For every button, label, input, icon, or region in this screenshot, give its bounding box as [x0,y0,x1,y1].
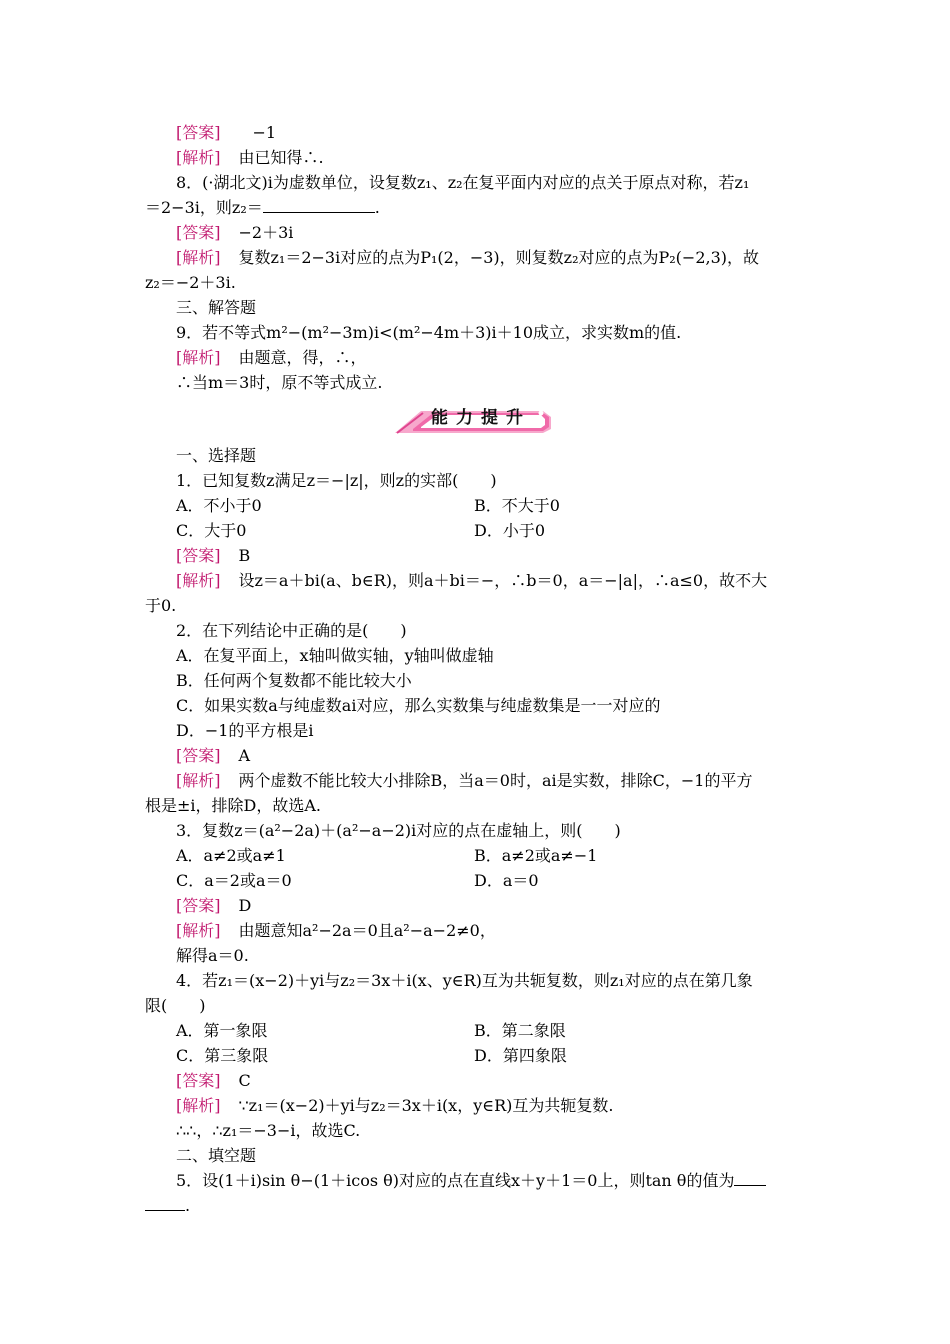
option-b: B．不大于0 [474,496,560,515]
question-4: 4．若z₁＝(x−2)＋yi与z₂＝3x＋i(x、y∈R)互为共轭复数，则z₁对应的点在第几象 [176,971,753,990]
option-c: C．a＝2或a＝0 [176,871,292,890]
options-1-row1 [176,493,807,518]
answer-tag: [答案] [176,123,221,142]
analysis-tag: [解析] [176,148,221,167]
answer-tag: [答案] [176,746,221,765]
answer-line-4: [答案] C [176,1071,251,1090]
analysis-tag: [解析] [176,248,221,267]
banner-title: 能力提升 [431,408,531,428]
answer-line-2: [答案] A [176,746,251,765]
option-a: A．不小于0 [176,496,262,515]
option-a: A．a≠2或a≠1 [176,846,286,865]
options-3-row2 [176,868,807,893]
options-3-row1 [176,843,807,868]
analysis-line-7: [解析] 由已知得∴. [176,148,324,167]
question-9: 9．若不等式m²−(m²−3m)i<(m²−4m＋3)i＋10成立，求实数m的值. [176,323,682,342]
option-b: B．第二象限 [474,1021,566,1040]
analysis-tag: [解析] [176,771,221,790]
options-4-row1 [176,1018,807,1043]
question-4-cont: 限( ) [145,996,206,1015]
options-4-row2 [176,1043,807,1068]
question-1: 1．已知复数z满足z＝−|z|，则z的实部( ) [176,471,497,490]
analysis-line-3: [解析] 由题意知a²−2a＝0且a²−a−2≠0， [176,921,496,940]
answer-tag: [答案] [176,223,221,242]
question-8: 8．(·湖北文)i为虚数单位，设复数z₁、z₂在复平面内对应的点关于原点对称，若z₁ [176,173,750,192]
option-b: B．a≠2或a≠−1 [474,846,598,865]
question-8-cont: ＝2−3i，则z₂＝ . [145,198,380,217]
question-2: 2．在下列结论中正确的是( ) [176,621,407,640]
section-banner [393,403,553,437]
analysis-line-8-cont: z₂＝−2＋3i. [145,273,236,292]
section-heading-fill: 二、填空题 [176,1146,257,1165]
analysis-line-4-cont: ∴∴，∴z₁＝−3−i，故选C. [176,1121,361,1140]
option-2c: C．如果实数a与纯虚数ai对应，那么实数集与纯虚数集是一一对应的 [176,696,661,715]
answer-blank[interactable] [263,196,375,213]
analysis-line-8: [解析] 复数z₁＝2−3i对应的点为P₁(2，−3)，则复数z₂对应的点为P₂(−2,3)，故 [176,248,760,267]
answer-line-8: [答案] −2＋3i [176,223,294,242]
option-c: C．第三象限 [176,1046,269,1065]
analysis-line-4: [解析] ∵z₁＝(x−2)＋yi与z₂＝3x＋i(x，y∈R)互为共轭复数. [176,1096,614,1115]
answer-blank-part2[interactable] [145,1194,185,1211]
option-d: D．第四象限 [474,1046,567,1065]
option-2a: A．在复平面上，x轴叫做实轴，y轴叫做虚轴 [176,646,494,665]
analysis-tag: [解析] [176,1096,221,1115]
answer-line-7: [答案] −1 [176,123,277,142]
analysis-line-3-cont: 解得a＝0. [176,946,249,965]
analysis-tag: [解析] [176,921,221,940]
analysis-line-9-cont: ∴当m＝3时，原不等式成立. [176,373,383,392]
answer-tag: [答案] [176,896,221,915]
section-heading-choice: 一、选择题 [176,446,257,465]
answer-line-1: [答案] B [176,546,251,565]
answer-line-3: [答案] D [176,896,252,915]
question-5: 5．设(1＋i)sin θ−(1＋icos θ)对应的点在直线x＋y＋1＝0上，则tan θ的值为 [176,1168,807,1193]
option-2d: D．−1的平方根是i [176,721,314,740]
analysis-tag: [解析] [176,348,221,367]
question-5-cont: . [145,1193,807,1218]
option-c: C．大于0 [176,521,247,540]
answer-tag: [答案] [176,1071,221,1090]
option-d: D．a＝0 [474,871,539,890]
analysis-line-9: [解析] 由题意，得，∴， [176,348,367,367]
options-1-row2 [176,518,807,543]
question-3: 3．复数z＝(a²−2a)＋(a²−a−2)i对应的点在虚轴上，则( ) [176,821,621,840]
option-d: D．小于0 [474,521,546,540]
answer-tag: [答案] [176,546,221,565]
option-2b: B．任何两个复数都不能比较大小 [176,671,412,690]
analysis-line-2: [解析] 两个虚数不能比较大小排除B，当a＝0时，ai是实数，排除C，−1的平方 [176,771,753,790]
section-heading-solve: 三、解答题 [176,298,257,317]
analysis-tag: [解析] [176,571,221,590]
analysis-line-2-cont: 根是±i，排除D，故选A. [145,796,321,815]
analysis-line-1: [解析] 设z＝a＋bi(a、b∈R)，则a＋bi＝−，∴b＝0，a＝−|a|，∴a≤0，故不大 [176,571,768,590]
analysis-line-1-cont: 于0. [145,596,177,615]
answer-blank-part1[interactable] [734,1169,766,1186]
option-a: A．第一象限 [176,1021,268,1040]
